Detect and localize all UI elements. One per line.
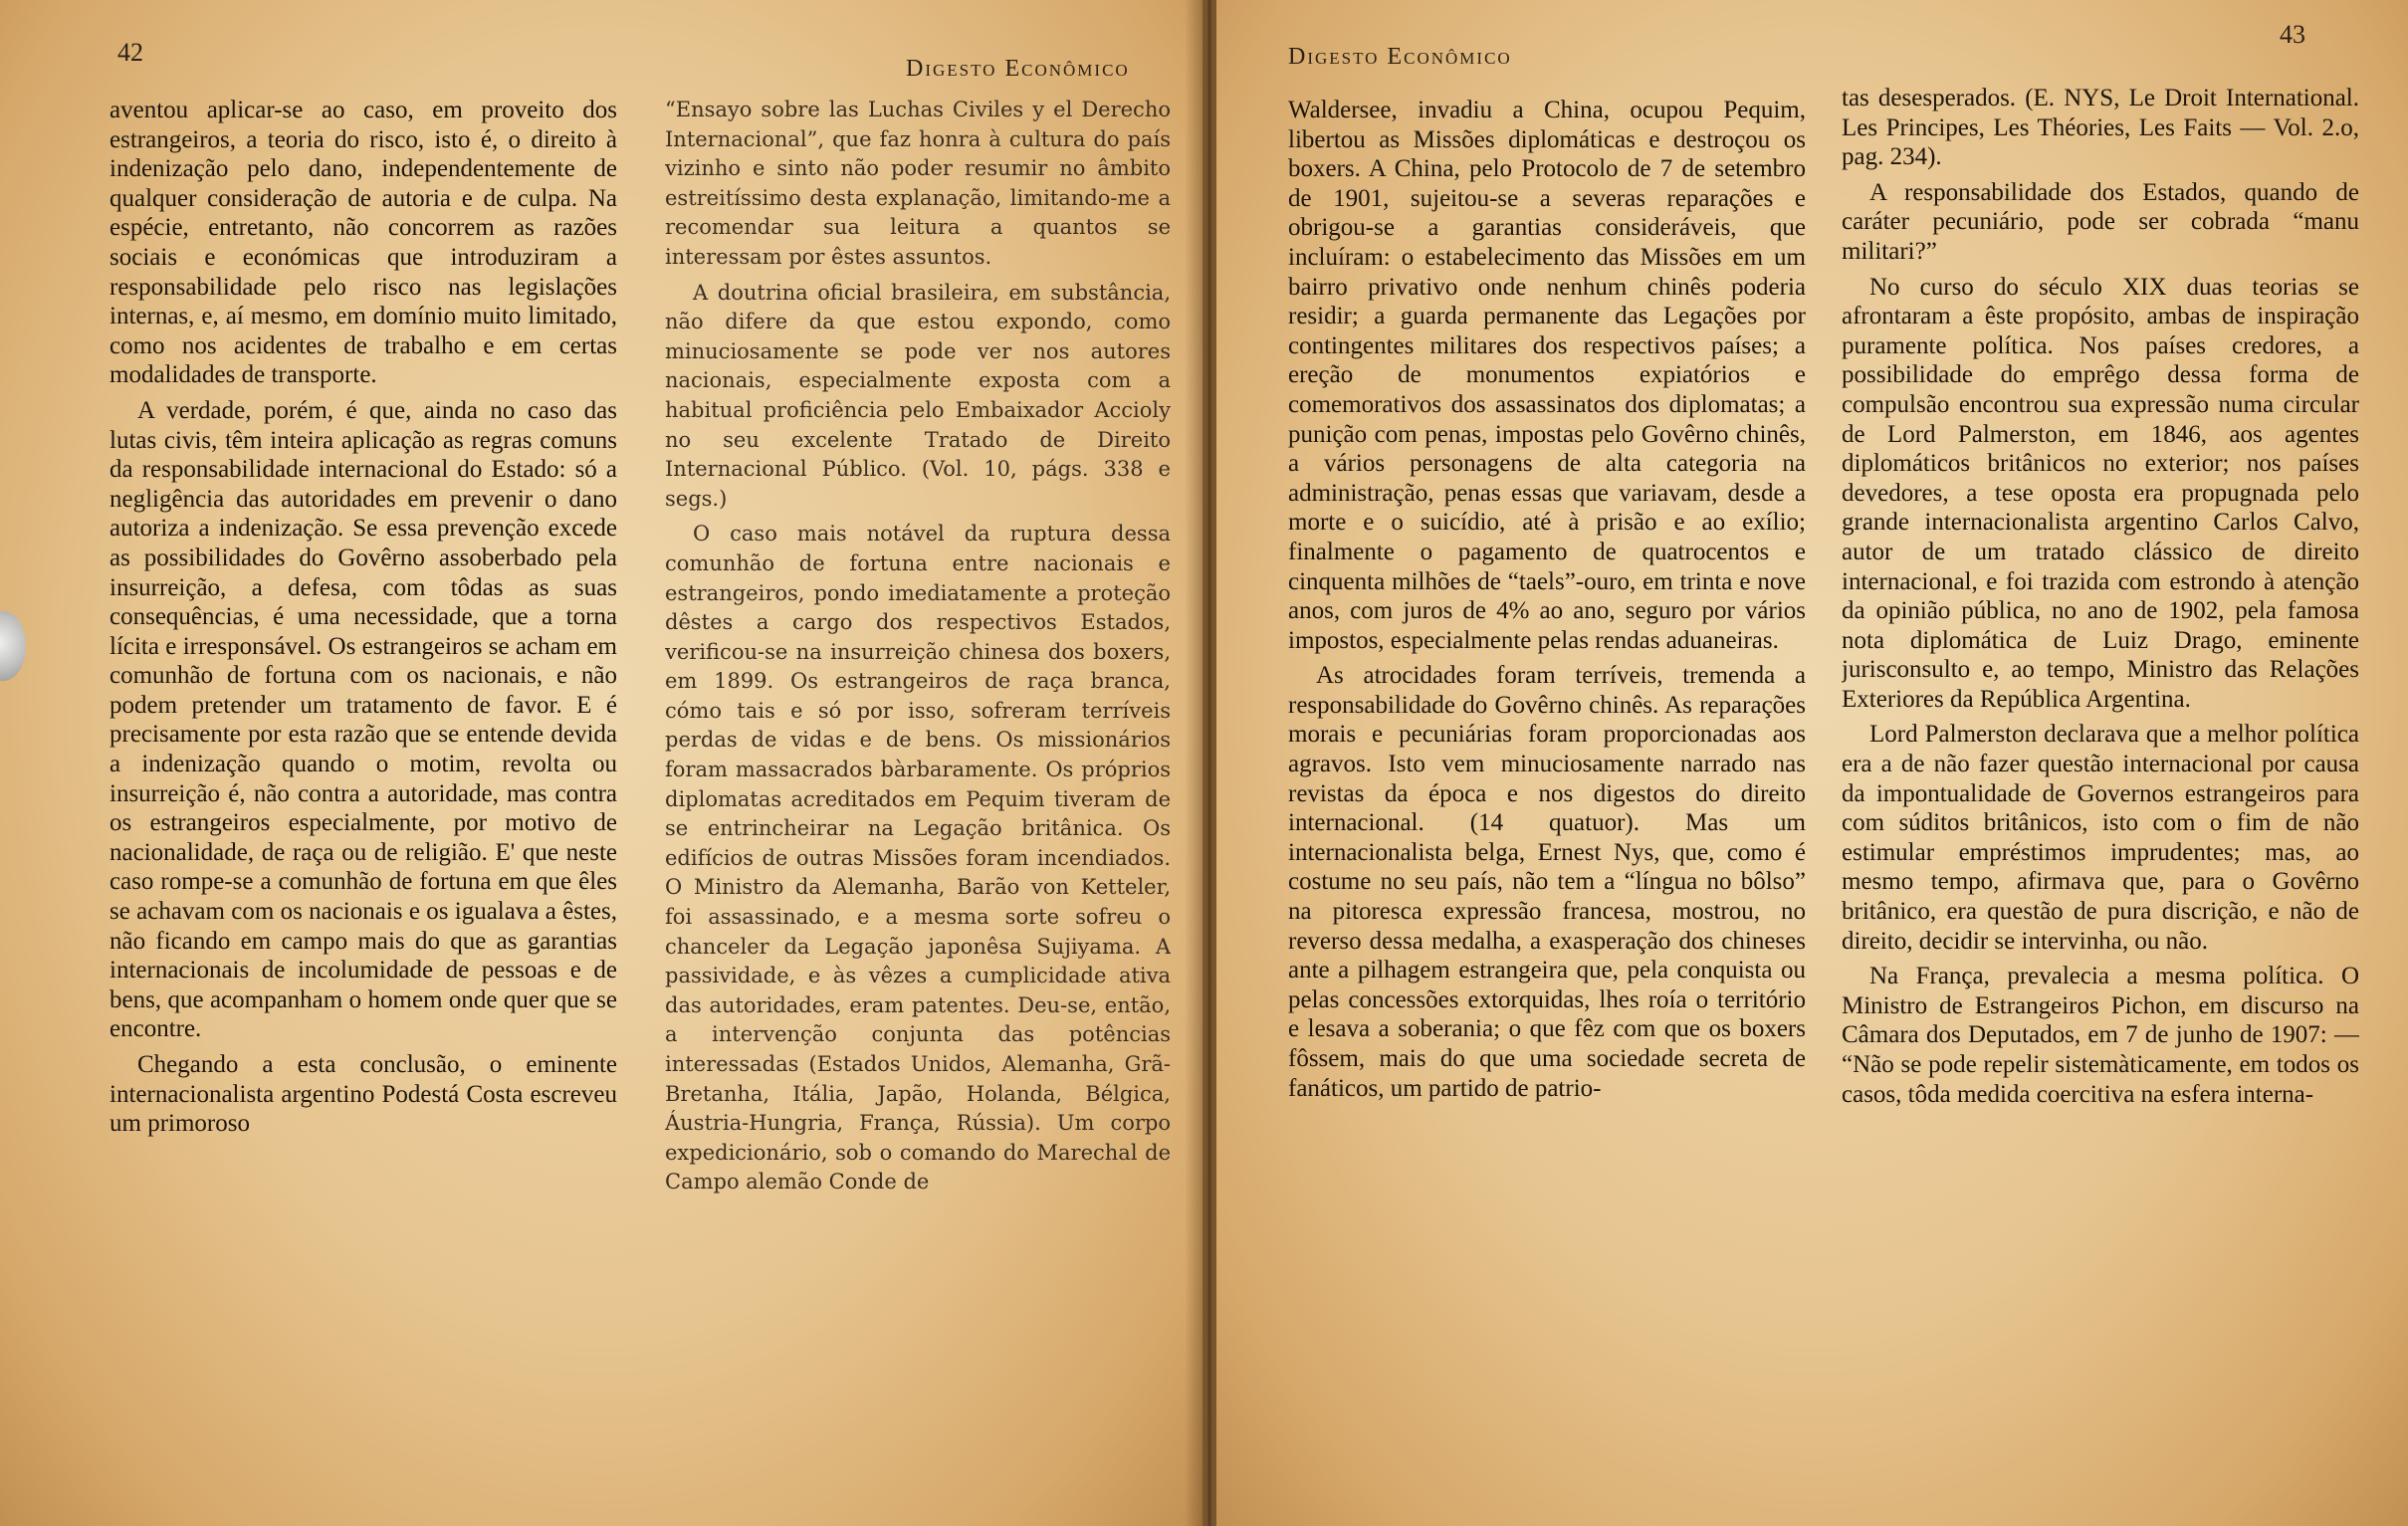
paragraph: No curso do século XIX duas teorias se afrontaram a êste propósito, ambas de inspiração puramente política. Nos países credores, a possibilidade do emprêgo dessa forma de compulsão encontrou sua expressão numa circular de Lord Palmerston, em 1846, aos agentes diplomáticos britânicos no exterior; nos países devedores, a tese oposta era propugnada pelo grande internacionalista argentino Carlos Calvo, autor de um tratado clássico de direito internacional, e foi trazida com estrondo à atenção da opinião pública, no ano de 1902, pela famosa nota diplomática de Luiz Drago, eminente jurisconsulto e, ao tempo, Ministro das Relações Exteriores da República Argentina. (1842, 273, 2359, 713)
paragraph: aventou aplicar-se ao caso, em proveito dos estrangeiros, a teoria do risco, isto é, o direito à indenização pelo dano, independentemente de qualquer consideração de autoria e de culpa. Na espécie, entretanto, não concorrem as razões sociais e económicas que introduziram a responsabilidade pelo risco nas legislações internas, e, aí mesmo, em domínio muito limitado, como nos acidentes de trabalho e em certas modalidades de transporte. (109, 97, 617, 389)
left-page (0, 0, 1203, 1526)
left-column-2 (665, 96, 1171, 1494)
page-number-left: 42 (117, 38, 143, 67)
paragraph: A verdade, porém, é que, ainda no caso das lutas civis, têm inteira aplicação as regras comuns da responsabilidade internacional do Estado: só a negligência das autoridades em prevenir o dano autoriza a indenização. Se essa prevenção excede as possibilidades do Govêrno assoberbado pela insurreição, a defesa, com tôdas as suas consequências, é uma necessidade, que a torna lícita e irresponsável. Os estrangeiros se acham em comunhão de fortuna com os nacionais, e não podem pretender um tratamento de favor. E é precisamente por esta razão que se entende devida a indenização quando o motim, revolta ou insurreição é, não contra a autoridade, mas contra os estrangeiros especialmente, por motivo de nacionalidade, de raça ou de religião. E' que neste caso rompe-se a comunhão de fortuna em que êles se achavam com os nacionais e os igualava a êstes, não ficando em campo mais do que as garantias internacionais de incolumidade de pessoas e de bens, que acompanham o homem onde quer que se encontre. (109, 396, 617, 1043)
paragraph: A doutrina oficial brasileira, em substância, não difere da que estou expondo, como minuciosamente se pode ver nos autores nacionais, especialmente exposta com a habitual proficiência pelo Embaixador Accioly no seu excelente Tratado de Direito Internacional Público. (Vol. 10, págs. 338 e segs.) (665, 280, 1171, 511)
paragraph: O caso mais notável da ruptura dessa comunhão de fortuna entre nacionais e estrangeiros, pondo imediatamente a proteção dêstes a cargo dos respectivos Estados, verificou-se na insurreição chinesa dos boxers, em 1899. Os estrangeiros de raça branca, cómo tais e só por isso, sofreram terríveis perdas de vidas e de bens. Os missionários foram massacrados bàrbaramente. Os próprios diplomatas acreditados em Pequim tiveram de se entrincheirar na Legação britânica. Os edifícios de outras Missões foram incendiados. O Ministro da Alemanha, Barão von Ketteler, foi assassinado, e a mesma sorte sofreu o chanceler da Legação japonêsa Sujiyama. A passividade, e às vêzes a cumplicidade ativa das autoridades, eram patentes. Deu-se, então, a intervenção conjunta das potências interessadas (Estados Unidos, Alemanha, Grã-Bretanha, Itália, Japão, Holanda, Bélgica, Áustria-Hungria, França, Rússia). Um corpo expedicionário, sob o comando do Marechal de Campo alemão Conde de (665, 522, 1171, 1195)
right-column-2 (1842, 84, 2359, 1482)
binding-hole (0, 611, 26, 681)
right-column-1 (1288, 96, 1806, 1494)
paragraph: Na França, prevalecia a mesma política. O Ministro de Estrangeiros Pichon, em discurso na Câmara dos Deputados, em 7 de junho de 1907: — “Não se pode repelir sistemàticamente, em todos os casos, tôda medida coercitiva na esfera interna- (1842, 963, 2359, 1108)
running-head-left: Digesto Econômico (906, 56, 1130, 82)
paragraph: tas desesperados. (E. NYS, Le Droit International. Les Principes, Les Théories, Les Faits — Vol. 2.o, pag. 234). (1842, 85, 2359, 171)
running-head-right: Digesto Econômico (1288, 44, 1512, 70)
paragraph: A responsabilidade dos Estados, quando de caráter pecuniário, pode ser cobrada “manu militari?” (1842, 178, 2359, 265)
right-page (1216, 0, 2408, 1526)
paragraph: Chegando a esta conclusão, o eminente internacionalista argentino Podestá Costa escreveu um primoroso (109, 1051, 617, 1138)
paragraph: “Ensayo sobre las Luchas Civiles y el Derecho Internacional”, que faz honra à cultura do país vizinho e sinto não poder resumir no âmbito estreitíssimo desta explanação, limitando-me a recomendar sua leitura a quantos se interessam por êstes assuntos. (665, 98, 1171, 269)
paragraph: Lord Palmerston declarava que a melhor política era a de não fazer questão internacional por causa da impontualidade de Governos estrangeiros para com súditos britânicos, isto com o fim de não estimular empréstimos imprudentes; mas, ao mesmo tempo, afirmava que, para o Govêrno britânico, era questão de pura discrição, e não de direito, decidir se intervinha, ou não. (1842, 721, 2359, 955)
page-number-right: 43 (2280, 20, 2305, 49)
paragraph: Waldersee, invadiu a China, ocupou Pequim, libertou as Missões diplomáticas e destroçou os boxers. A China, pelo Protocolo de 7 de setembro de 1901, sujeitou-se a severas reparações e obrigou-se a garantias consideráveis, que incluíram: o estabelecimento das Missões em um bairro privativo onde nenhum chinês poderia residir; a guarda permanente das Legações por contingentes militares dos respectivos países; a ereção de monumentos expiatórios e comemorativos dos assassinatos dos diplomatas; a punição com penas, impostas pelo Govêrno chinês, a vários personagens de alta categoria na administração, penas essas que variavam, desde a morte e o suicídio, até à prisão e ao exílio; finalmente o pagamento de quatrocentos e cinquenta milhões de “taels”-ouro, em trinta e nove anos, com juros de 4% ao ano, seguro por vários impostos, especialmente pelas rendas aduaneiras. (1288, 97, 1806, 654)
paragraph: As atrocidades foram terríveis, tremenda a responsabilidade do Govêrno chinês. As reparações morais e pecuniárias foram proporcionadas aos agravos. Isto vem minuciosamente narrado nas revistas da época e nos digestos do direito internacional. (14 quatuor). Mas um internacionalista belga, Ernest Nys, que, como é costume no seu país, não tem a “língua no bôlso” na pitoresca expressão francesa, mostrou, no reverso dessa medalha, a exasperação dos chineses ante a pilhagem estrangeira que, pela conquista ou pelas concessões extorquidas, lhes roía o território e lesava a soberania; o que fêz com que os boxers fôssem, mais do que uma sociedade secreta de fanáticos, um partido de patrio- (1288, 662, 1806, 1102)
left-column-1 (109, 96, 617, 1494)
